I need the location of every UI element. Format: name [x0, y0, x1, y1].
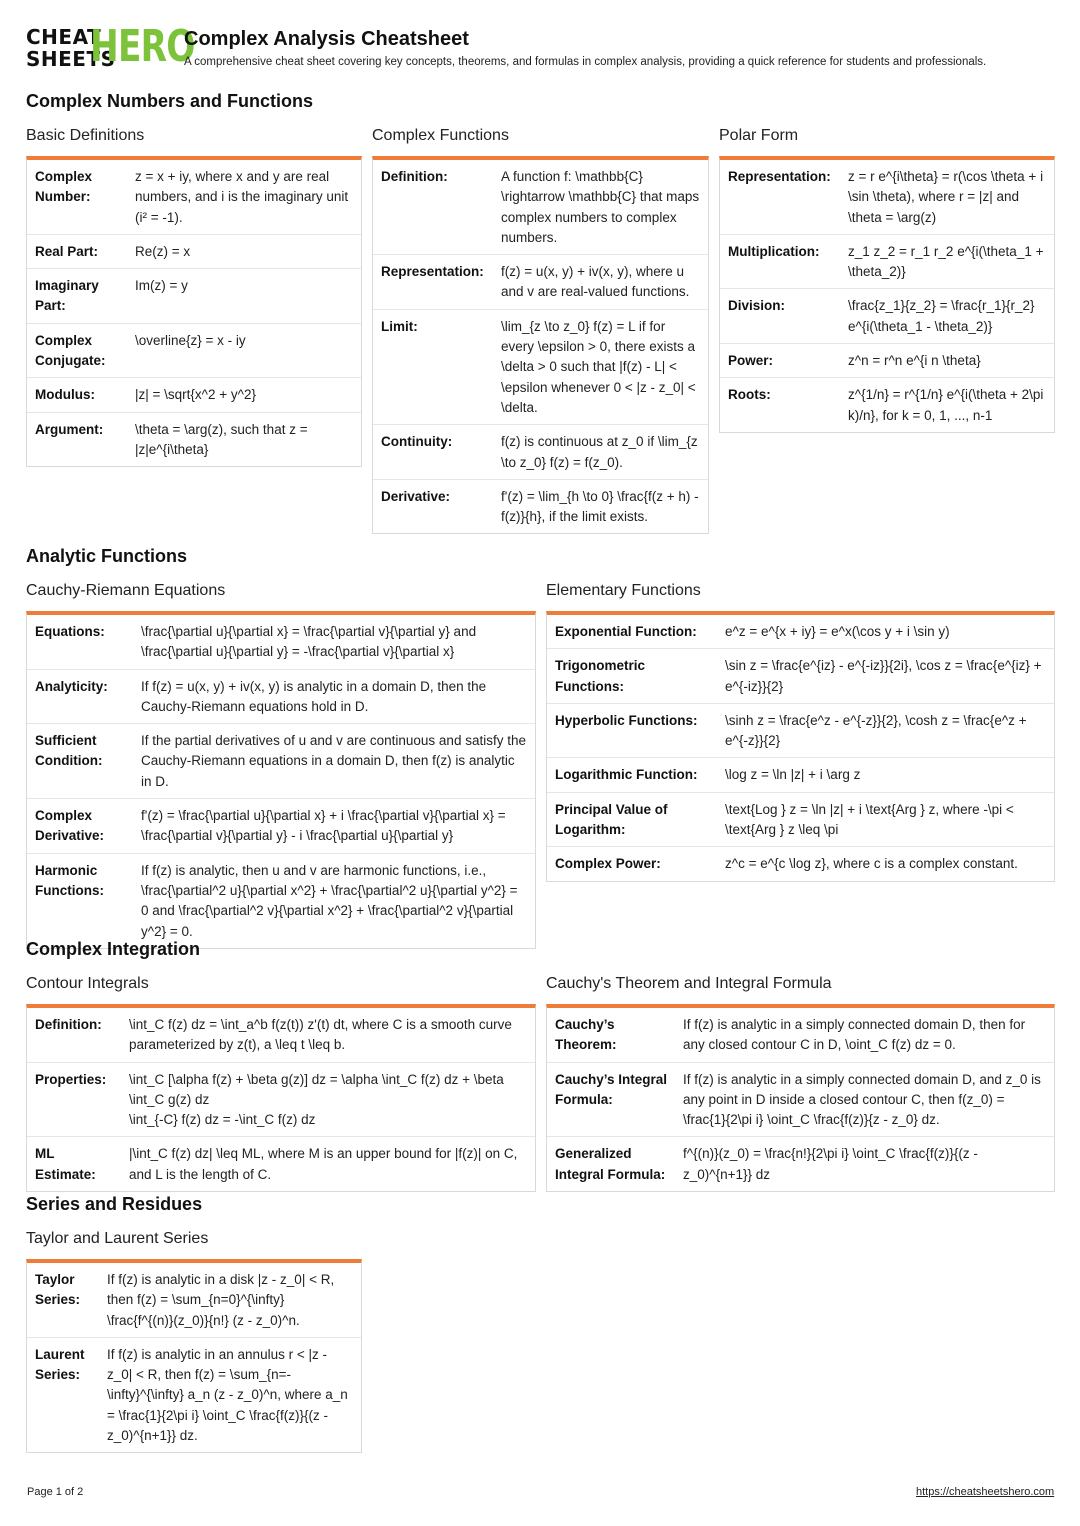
- subsection-title-contour-integrals: Contour Integrals: [26, 975, 149, 992]
- row-definition: z^n = r^n e^{i n \theta}: [848, 353, 981, 369]
- card-contour-integrals: [26, 1004, 536, 1192]
- row-term: Modulus:: [35, 387, 95, 403]
- card-taylor-laurent: [26, 1259, 362, 1453]
- subsection-title-elementary-functions: Elementary Functions: [546, 582, 701, 599]
- logo-text-sheets: SHEETS: [26, 47, 116, 71]
- row-term: Taylor Series:: [35, 1272, 81, 1308]
- row-term: Roots:: [728, 387, 771, 403]
- row-definition: \sin z = \frac{e^{iz} - e^{-iz}}{2i}, \cos z = \frac{e^{iz} + e^{-iz}}{2}: [725, 658, 1042, 694]
- card-row: [27, 1263, 361, 1338]
- row-term: Laurent Series:: [35, 1346, 85, 1383]
- card-row: [547, 649, 1054, 704]
- row-term: Real Part:: [35, 243, 99, 259]
- row-term: Definition:: [381, 169, 448, 184]
- card-row: [547, 793, 1054, 848]
- card-row: [27, 670, 535, 725]
- card-row: [27, 1137, 535, 1191]
- card-row: [27, 160, 361, 235]
- row-definition: \frac{\partial u}{\partial x} = \frac{\partial v}{\partial y} and \frac{\partial u}{\partial y} = -\frac{\partial v}{\partial x}: [141, 624, 477, 660]
- card-row: [720, 289, 1054, 344]
- row-definition: \theta = \arg(z), such that z = |z|e^{i\theta}: [135, 421, 308, 457]
- section-title-analytic-functions: Analytic Functions: [26, 546, 188, 566]
- row-term: Continuity:: [381, 434, 453, 450]
- row-term: Trigonometric Functions:: [555, 658, 646, 694]
- card-row: [547, 758, 1054, 792]
- row-definition: \frac{z_1}{z_2} = \frac{r_1}{r_2} e^{i(\theta_1 - \theta_2)}: [848, 298, 1035, 334]
- row-definition: A function f: \mathbb{C} \rightarrow \mathbb{C} that maps complex numbers to complex numbers.: [501, 169, 700, 245]
- row-term: Harmonic Functions:: [35, 862, 104, 898]
- row-definition: z^{1/n} = r^{1/n} e^{i(\theta + 2\pi k)/n}, for k = 0, 1, ..., n-1: [848, 387, 1044, 423]
- row-definition: \sinh z = \frac{e^z - e^{-z}}{2}, \cosh z = \frac{e^z + e^{-z}}{2}: [725, 712, 1027, 749]
- card-row: [27, 269, 361, 324]
- card-cauchy-theorem: [546, 1004, 1055, 1192]
- row-definition: z = r e^{i\theta} = r(\cos \theta + i \sin \theta), where r = |z| and \theta = \arg(z): [848, 169, 1044, 225]
- subsection-title-polar-form: Polar Form: [719, 127, 799, 144]
- row-term: Representation:: [728, 169, 831, 184]
- card-row: [547, 1137, 1054, 1191]
- row-term: Derivative:: [381, 488, 451, 504]
- row-term: Cauchy’s Integral Formula:: [555, 1071, 668, 1107]
- row-term: Division:: [728, 298, 786, 314]
- row-term: Logarithmic Function:: [555, 767, 698, 783]
- card-elementary-functions: [546, 611, 1055, 882]
- row-term: Hyperbolic Functions:: [555, 712, 698, 728]
- row-definition: z^c = e^{c \log z}, where c is a complex constant.: [725, 856, 1018, 872]
- page-title: Complex Analysis Cheatsheet: [184, 28, 469, 50]
- card-row: [547, 1008, 1054, 1063]
- row-definition: z_1 z_2 = r_1 r_2 e^{i(\theta_1 + \theta_2)}: [848, 243, 1044, 280]
- row-definition: If f(z) = u(x, y) + iv(x, y) is analytic in a domain D, then the Cauchy-Riemann equations hold in D.: [141, 678, 487, 714]
- card-row: [547, 1063, 1054, 1138]
- row-term: Limit:: [381, 318, 418, 334]
- card-row: [373, 160, 708, 255]
- row-term: Properties:: [35, 1071, 107, 1087]
- card-row: [27, 324, 361, 379]
- row-term: Equations:: [35, 624, 105, 639]
- page-subtitle: A comprehensive cheat sheet covering key concepts, theorems, and formulas in complex analysis, providing a quick reference for students and professionals.: [184, 56, 987, 68]
- card-row: [27, 235, 361, 269]
- row-term: Cauchy’s Theorem:: [555, 1017, 617, 1053]
- row-definition: \lim_{z \to z_0} f(z) = L if for every \epsilon > 0, there exists a \delta > 0 such that |f(z) - L| < \epsilon whenever 0 < |z - z_0| < \delta.: [501, 318, 696, 415]
- row-definition: \overline{z} = x - iy: [135, 332, 246, 348]
- row-definition: If the partial derivatives of u and v are continuous and satisfy the Cauchy-Riemann equations in a domain D, then f(z) is analytic in D.: [141, 733, 526, 789]
- row-term: Multiplication:: [728, 243, 820, 259]
- row-definition: If f(z) is analytic in a simply connected domain D, and z_0 is any point in D inside a closed contour C, then f(z_0) = \frac{1}{2\pi i} \oint_C \frac{f(z)}{z - z_0} dz.: [683, 1071, 1041, 1128]
- row-term: Exponential Function:: [555, 624, 697, 639]
- card-row: [720, 235, 1054, 290]
- card-polar-form: [719, 156, 1055, 433]
- row-definition: \int_C [\alpha f(z) + \beta g(z)] dz = \alpha \int_C f(z) dz + \beta \int_C g(z) dz \int_{-C} f(z) dz = -\int_C f(z) dz: [129, 1071, 504, 1128]
- subsection-title-basic-definitions: Basic Definitions: [26, 127, 145, 144]
- row-definition: |z| = \sqrt{x^2 + y^2}: [135, 387, 256, 403]
- section-title-complex-integration: Complex Integration: [26, 939, 201, 959]
- card-row: [720, 344, 1054, 378]
- logo-text-hero: HERO: [90, 21, 195, 72]
- row-definition: e^z = e^{x + iy} = e^x(\cos y + i \sin y): [725, 624, 950, 639]
- card-row: [27, 413, 361, 467]
- card-row: [27, 1008, 535, 1063]
- card-row: [720, 160, 1054, 235]
- row-definition: f'(z) = \frac{\partial u}{\partial x} + i \frac{\partial v}{\partial x} = \frac{\partial v}{\partial y} - i \frac{\partial u}{\partial y}: [141, 808, 506, 844]
- row-definition: If f(z) is analytic, then u and v are harmonic functions, i.e., \frac{\partial^2 u}{\partial x^2} + \frac{\partial^2 u}{\partial y^2} = 0 and \frac{\partial^2 v}{\partial x^2} + \frac{\partial^2 v}{\partial y^2} = 0.: [141, 862, 518, 939]
- card-row: [547, 704, 1054, 759]
- row-definition: f^{(n)}(z_0) = \frac{n!}{2\pi i} \oint_C \frac{f(z)}{(z - z_0)^{n+1}} dz: [683, 1146, 978, 1182]
- subsection-title-taylor-laurent: Taylor and Laurent Series: [26, 1230, 209, 1247]
- row-term: Complex Number:: [35, 169, 93, 205]
- row-term: Definition:: [35, 1017, 102, 1032]
- row-term: Principal Value of Logarithm:: [555, 801, 668, 838]
- card-row: [547, 615, 1054, 649]
- logo-text-cheat: CHEAT: [26, 25, 102, 49]
- card-row: [720, 378, 1054, 432]
- row-definition: If f(z) is analytic in a simply connected domain D, then for any closed contour C in D, \oint_C f(z) dz = 0.: [683, 1017, 1026, 1053]
- row-definition: \text{Log } z = \ln |z| + i \text{Arg } z, where -\pi < \text{Arg } z \leq \pi: [725, 801, 1014, 838]
- cheatsheetshero-logo[interactable]: [26, 21, 195, 72]
- card-row: [27, 378, 361, 412]
- card-row: [27, 799, 535, 854]
- card-row: [373, 480, 708, 534]
- card-cauchy-riemann: [26, 611, 536, 949]
- row-definition: f(z) is continuous at z_0 if \lim_{z \to z_0} f(z) = f(z_0).: [501, 434, 698, 470]
- row-term: ML Estimate:: [35, 1146, 96, 1182]
- page-header: [26, 21, 1066, 74]
- row-term: Complex Conjugate:: [35, 332, 106, 369]
- row-term: Representation:: [381, 264, 484, 280]
- card-row: [27, 854, 535, 948]
- card-complex-functions: [372, 156, 709, 534]
- card-basic-definitions: [26, 156, 362, 467]
- page-number: Page 1 of 2: [27, 1486, 84, 1498]
- row-term: Generalized Integral Formula:: [555, 1146, 666, 1182]
- card-row: [373, 255, 708, 310]
- row-term: Complex Derivative:: [35, 808, 105, 844]
- card-row: [27, 1338, 361, 1452]
- row-definition: If f(z) is analytic in an annulus r < |z - z_0| < R, then f(z) = \sum_{n=-\infty}^{\infty} a_n (z - z_0)^n, where a_n = \frac{1}{2\pi i} \oint_C \frac{f(z)}{(z - z_0)^{n+1}} dz.: [107, 1346, 348, 1444]
- row-definition: f(z) = u(x, y) + iv(x, y), where u and v are real-valued functions.: [501, 264, 690, 300]
- section-title-series-residues: Series and Residues: [26, 1194, 203, 1214]
- row-definition: If f(z) is analytic in a disk |z - z_0| < R, then f(z) = \sum_{n=0}^{\infty} \frac{f^{(n)}(z_0)}{n!} (z - z_0)^n.: [107, 1272, 335, 1328]
- card-row: [27, 724, 535, 799]
- row-term: Power:: [728, 353, 774, 369]
- row-definition: z = x + iy, where x and y are real numbers, and i is the imaginary unit (i² = -1).: [135, 169, 349, 225]
- site-link[interactable]: https://cheatsheetshero.com: [916, 1486, 1055, 1498]
- row-definition: Re(z) = x: [135, 243, 191, 259]
- row-definition: \log z = \ln |z| + i \arg z: [725, 767, 861, 783]
- row-term: Imaginary Part:: [35, 278, 99, 314]
- section-title-complex-numbers: Complex Numbers and Functions: [26, 91, 314, 111]
- row-term: Sufficient Condition:: [35, 733, 103, 769]
- subsection-title-cauchy-riemann: Cauchy-Riemann Equations: [26, 582, 226, 599]
- row-term: Analyticity:: [35, 678, 108, 694]
- row-definition: f'(z) = \lim_{h \to 0} \frac{f(z + h) - f(z)}{h}, if the limit exists.: [501, 488, 699, 525]
- row-definition: |\int_C f(z) dz| \leq ML, where M is an upper bound for |f(z)| on C, and L is the length of C.: [129, 1146, 518, 1182]
- card-row: [373, 310, 708, 425]
- subsection-title-cauchy-theorem: Cauchy's Theorem and Integral Formula: [546, 975, 832, 992]
- subsection-title-complex-functions: Complex Functions: [372, 127, 509, 144]
- card-row: [547, 847, 1054, 880]
- row-term: Complex Power:: [555, 856, 661, 872]
- row-term: Argument:: [35, 421, 104, 437]
- card-row: [27, 615, 535, 670]
- row-definition: Im(z) = y: [135, 278, 188, 294]
- row-definition: \int_C f(z) dz = \int_a^b f(z(t)) z'(t) dt, where C is a smooth curve parameterized by z(t), a \leq t \leq b.: [129, 1017, 512, 1053]
- card-row: [373, 425, 708, 480]
- card-row: [27, 1063, 535, 1138]
